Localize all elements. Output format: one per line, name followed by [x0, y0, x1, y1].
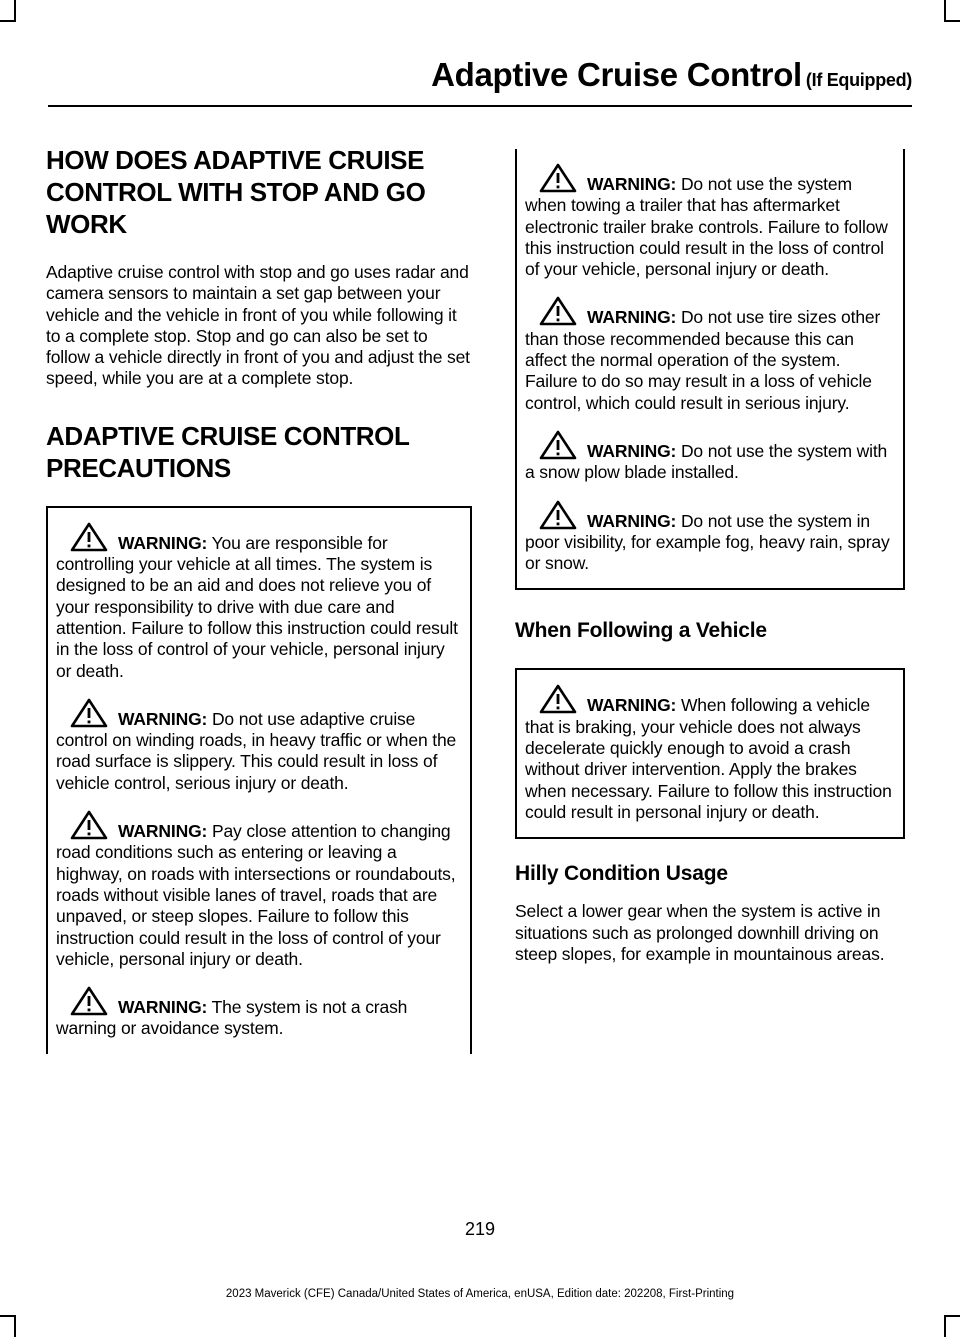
warning-item — [56, 986, 462, 1040]
warning-text: The system is not a crash warning or avoidance system. — [56, 997, 408, 1039]
warning-item — [525, 684, 895, 823]
warning-box-continued — [515, 149, 905, 590]
warning-label: WARNING: — [118, 997, 208, 1018]
header-title-suffix: (If Equipped) — [805, 70, 912, 90]
section-heading-how-it-works: HOW DOES ADAPTIVE CRUISE CONTROL WITH STOP AND GO WORK — [46, 145, 426, 239]
warning-triangle-icon — [539, 296, 577, 326]
warning-triangle-icon — [70, 986, 108, 1016]
subheading-hilly-condition: Hilly Condition Usage — [515, 862, 728, 886]
crop-mark — [14, 1317, 16, 1337]
warning-box-precautions — [46, 506, 472, 1054]
warning-text: Do not use the system with a snow plow blade installed. — [525, 440, 888, 483]
warning-label: WARNING: — [587, 440, 677, 461]
footer-edition-text: 2023 Maverick (CFE) Canada/United States of America, enUSA, Edition date: 202208, First-Printing — [225, 1288, 735, 1300]
warning-label: WARNING: — [118, 532, 208, 553]
crop-mark — [0, 20, 16, 22]
warning-text: When following a vehicle that is braking, your vehicle does not always decelerate quickly enough to avoid a crash without driver intervention. Apply the brakes when necessary. Failure to follow this instruction could result in personal injury or death. — [525, 695, 892, 822]
crop-mark — [944, 1315, 960, 1317]
warning-label: WARNING: — [587, 174, 677, 194]
subheading-following-vehicle: When Following a Vehicle — [515, 619, 767, 643]
right-column — [515, 149, 905, 965]
header-divider — [48, 105, 912, 107]
crop-mark — [944, 20, 960, 22]
warning-item — [525, 430, 895, 484]
hilly-paragraph: Select a lower gear when the system is active in situations such as prolonged downhill driving on steep slopes, for example in mountainous areas. — [515, 901, 885, 964]
warning-label: WARNING: — [118, 821, 208, 842]
warning-item — [56, 810, 462, 970]
warning-item — [525, 163, 895, 280]
warning-label: WARNING: — [587, 695, 677, 716]
page-header-title — [0, 56, 912, 94]
warning-label: WARNING: — [587, 510, 677, 531]
warning-item — [56, 698, 462, 794]
warning-item — [525, 500, 895, 575]
crop-mark — [14, 0, 16, 20]
header-title-text: Adaptive Cruise Control — [431, 56, 802, 93]
warning-triangle-icon — [539, 430, 577, 460]
warning-text: Do not use the system in poor visibility, for example fog, heavy rain, spray or snow. — [525, 510, 890, 574]
warning-text: Pay close attention to changing road conditions such as entering or leaving a highway, on roads with intersections or roundabouts, roads without visible lanes of travel, roads that are unpaved, or steep slopes. Failure to follow this instruction could result in the loss of control of your vehicle, personal injury or death. — [56, 821, 456, 969]
warning-triangle-icon — [539, 500, 577, 530]
left-column — [46, 144, 472, 1054]
warning-item — [525, 296, 895, 413]
warning-triangle-icon — [539, 163, 577, 193]
warning-box-following — [515, 668, 905, 839]
crop-mark — [0, 1315, 16, 1317]
warning-text: Do not use the system when towing a trailer that has aftermarket electronic trailer brake controls. Failure to follow this instruction could result in the loss of control of your vehicle, personal injury or death. — [525, 174, 888, 280]
warning-triangle-icon — [70, 698, 108, 728]
warning-text: Do not use adaptive cruise control on winding roads, in heavy traffic or when the road surface is slippery. This could result in loss of vehicle control, serious injury or death. — [56, 708, 457, 793]
section-heading-precautions: ADAPTIVE CRUISE CONTROL PRECAUTIONS — [46, 420, 410, 483]
warning-text: Do not use tire sizes other than those recommended because this can affect the normal operation of the system. Failure to do so may result in a loss of vehicle control, which could result in serious injury. — [525, 307, 881, 413]
warning-triangle-icon — [539, 684, 577, 714]
crop-mark — [944, 0, 946, 20]
intro-paragraph: Adaptive cruise control with stop and go uses radar and camera sensors to maintain a set gap between your vehicle and the vehicle in front of you while following it to a complete stop. Stop and go can also be set to follow a vehicle directly in front of you and adjust the set speed, while you are at a complete stop. — [46, 262, 470, 389]
warning-label: WARNING: — [587, 307, 677, 328]
warning-text: You are responsible for controlling your vehicle at all times. The system is designed to be an aid and does not relieve you of your responsibility to drive with due care and attention. Failure to follow this instruction could result in the loss of control of your vehicle, personal injury or death. — [56, 532, 458, 681]
warning-triangle-icon — [70, 810, 108, 840]
page-number: 219 — [464, 1219, 496, 1239]
crop-mark — [944, 1317, 946, 1337]
warning-item — [56, 522, 462, 682]
warning-label: WARNING: — [118, 708, 208, 729]
warning-triangle-icon — [70, 522, 108, 552]
